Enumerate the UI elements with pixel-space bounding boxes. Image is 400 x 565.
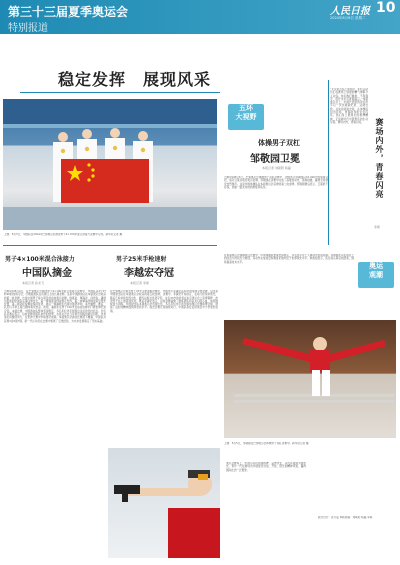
- story2-byline: 本报记者 李硕: [130, 281, 149, 285]
- story2-title: 李越宏夺冠: [124, 268, 174, 279]
- section-subtitle: 特别报道: [8, 23, 48, 34]
- story1-title: 中国队摘金: [22, 268, 72, 279]
- page-headline: 稳定发挥 展现风采: [58, 70, 212, 89]
- masthead-logo: 人民日报: [330, 6, 370, 17]
- feature-badge: [228, 104, 264, 130]
- page-header: [0, 0, 400, 34]
- page-number: 10: [376, 0, 396, 16]
- story2-body-text: 在巴黎奥运会射击男子25米手枪速射决赛中，中国选手李越宏以32环的成绩夺得金牌，这也是中国射击队在本届奥运会收获的第五枚金牌。决赛中，李越宏开局稳定，在前几轮保持领先，随后几轮持续发挥出色，最终以绝对优势夺冠。这名35岁的老将在东京奥运会上获得铜牌，此次终于站上最高领奖台。赛后李越宏表示，这枚金牌凝聚了教练团队和队友们的心血，他将继续努力训练。中国射击队本届奥运会表现出色，多名年轻选手首次参加奥运会便取得佳绩，展现了良好的精神面貌和竞技水平。射击比赛还将继续进行，中国队将在后续项目中力争更好成绩。: [110, 290, 218, 313]
- headline-rule: [20, 92, 220, 93]
- issue-date: 2024年8月6日 星期二: [330, 16, 366, 20]
- team-photo-illustration: [3, 99, 217, 230]
- commentary-byline: 李硕: [374, 225, 381, 229]
- commentary-body-text: “无论是否站上领奖台，年轻运动员们在赛场上展现的精气神都令人动容。他们敢打敢拼、不畏强手，用汗水书写青春篇章。”本届奥运会上，中国代表团的年轻选手们一次次刷新纪录、突破自我。从泳池到射击场，从体操馆到田径场，青春的身影处处闪亮。他们身上展现出的拼搏精神，正是新时代中国青年的生动写照。赛场内外，青春闪亮。: [330, 88, 368, 124]
- commentary-title: 赛场内外，青春闪亮: [375, 118, 384, 199]
- story3-body-continued: 在本届奥运会体操项目比赛中，中国体操队整体发挥稳定，多名选手在个人单项中表现亮眼。邹敬园在双杠项目上的统治力得到充分展现，其动作完成质量和难度系数均处于世界领先水平。教练组表示，队伍将认真总结经验，继续提高技术水平。: [224, 254, 354, 264]
- story3-title: 邹敬园卫冕: [250, 154, 300, 165]
- column-divider: [328, 80, 329, 245]
- story2-deck: 男子25米手枪速射: [116, 256, 167, 263]
- feature-badge-line2: 大视野: [235, 113, 257, 121]
- page-credits: 版式设计：张芳曼 本版责编：刘硕阳 杨磊 李硕: [318, 516, 373, 519]
- gymnast-photo: [224, 320, 396, 438]
- feature-badge-line1: 五环: [239, 104, 253, 112]
- story3-body-text: 当地时间8月5日，巴黎奥运会体操男子双杠决赛中，中国选手邹敬园以16.200分的成绩夺冠，成功卫冕该项目奥运金牌。邹敬园在决赛中完成了高难度动作，落地稳健，赢得全场观众热烈掌声。这是中国体操队在本届奥运会获得的第二枚金牌。邹敬园赛后表示，卫冕很不容易，感谢一路支持他的教练和队友。: [224, 176, 328, 189]
- story1-body-text: 当地时间8月4日，在巴黎奥运会游泳男子4×100米混合泳接力决赛中，中国队以3分27秒46的成绩夺冠，打破美国队在该项目上的长期垄断。这是中国游泳队在本届奥运会收获的第二枚金牌，也是中国男子接力项目的首枚奥运金牌。徐嘉余、覃海洋、孙佳俊、潘展乐组成的中国队从第四道出发，第一棒徐嘉余仰泳稳定发挥，第二棒覃海洋蛙泳追至领先位置，第三棒孙佳俊蝶泳保持优势，最后一棒潘展乐自由泳强势冲刺，率先触壁。赛后，队员们手举五星红旗向观众致意。此前，潘展乐在男子100米自由泳决赛中打破世界纪录夺冠。本届比赛，中国游泳队整体表现稳定，多名年轻选手展现出良好的竞技状态。四名队员赛后表示，这枚金牌是团队协作的结果，也是对过去几年艰苦训练的最好回报。未来他们将继续努力，在世界大赛中争取更好成绩。本届奥运会游泳比赛落下帷幕，中国队共获得2金3银7铜。新一代运动员在比赛中积累了宝贵经验，为未来发展奠定了坚实基础。: [4, 290, 106, 323]
- story3-deck: 体操男子双杠: [258, 139, 300, 147]
- caption-divider: [3, 245, 217, 246]
- story3-byline: 本报记者 刘硕阳 杨磊: [262, 166, 291, 170]
- team-photo-caption: 上图：8月5日，中国队在2024年巴黎奥运会游泳男子4×100米混合泳接力决赛中夺冠。新华社记者 摄: [4, 233, 123, 236]
- gymnast-illustration: [224, 320, 396, 438]
- olympic-trend-badge: [358, 262, 394, 288]
- swimming-team-photo: [3, 99, 217, 230]
- bottom-right-text: 奥运会赛场上，中国运动员顽强拼搏、奋勇争先，以优异成绩为国争光。青年一代在赛场内外展现出自信、开放、阳光的精神风貌，赢得国际社会广泛赞誉。: [226, 462, 306, 472]
- story1-deck: 男子4×100米混合泳接力: [5, 256, 75, 263]
- shooting-photo: [108, 448, 220, 558]
- olympic-trend-badge-line2: 观潮: [369, 271, 383, 279]
- gymnast-photo-caption: 上图：8月5日，邹敬园在巴黎奥运会体操男子双杠决赛中。新华社记者 摄: [224, 442, 309, 445]
- section-title: 第三十三届夏季奥运会: [8, 5, 129, 19]
- story1-byline: 本报记者 孙龙飞: [22, 281, 44, 285]
- shooter-illustration: [108, 448, 220, 558]
- olympic-trend-badge-line1: 奥运: [369, 262, 383, 270]
